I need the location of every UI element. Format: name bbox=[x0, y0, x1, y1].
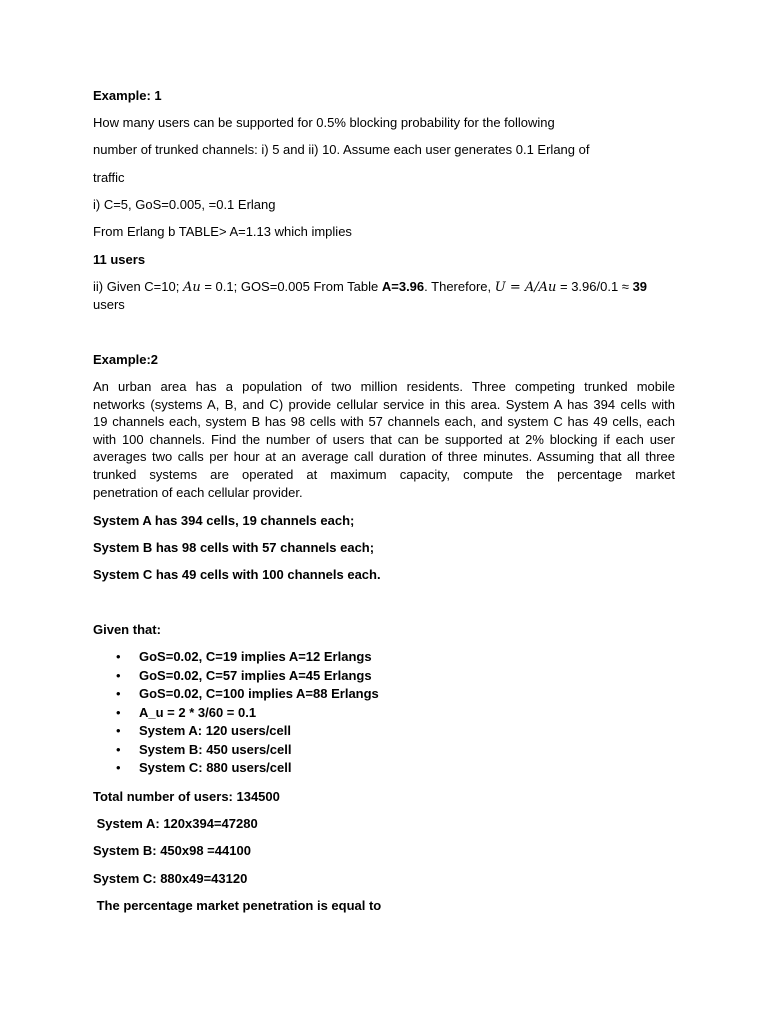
example1-heading: Example: 1 bbox=[93, 88, 162, 103]
part-ii-therefore: . Therefore, bbox=[424, 279, 495, 294]
example1-part-ii bbox=[93, 278, 647, 297]
bullet-icon: • bbox=[116, 704, 121, 720]
bullet-icon: • bbox=[116, 760, 121, 775]
part-ii-result: 39 bbox=[632, 279, 648, 294]
example1-question-line-2: number of trunked channels: i) 5 and ii) 10. Assume each user generates 0.1 Erlang of bbox=[93, 142, 590, 157]
example1-answer-i: 11 users bbox=[93, 252, 146, 267]
calc-system-c: System C: 880x49=43120 bbox=[93, 871, 248, 886]
list-item: • System A: 120 users/cell bbox=[93, 722, 493, 741]
problem-line: 19 channels each, system B has 98 cells with 57 channels each, and system C has 49 cells, each bbox=[93, 414, 675, 430]
calc-system-b: System B: 450x98 =44100 bbox=[93, 843, 251, 858]
problem-line: with 100 channels. Find the number of users that can be supported at 2% blocking if each user bbox=[93, 431, 675, 447]
list-item: • A_u = 2 * 3/60 = 0.1 bbox=[93, 704, 493, 723]
given-list bbox=[93, 648, 493, 778]
problem-line: networks (systems A, B, and C) provide cellular service in this area. System A has 394 cells with bbox=[93, 396, 675, 412]
bullet-icon: • bbox=[116, 686, 121, 701]
list-item: • GoS=0.02, C=100 implies A=88 Erlangs bbox=[93, 685, 493, 704]
part-ii-a-value: A=3.96 bbox=[381, 279, 425, 294]
penetration-statement: The percentage market penetration is equal to bbox=[93, 898, 382, 913]
system-a-summary: System A has 394 cells, 19 channels each; bbox=[93, 513, 355, 528]
total-users: Total number of users: 134500 bbox=[93, 789, 280, 804]
bullet-icon: • bbox=[116, 741, 121, 757]
example1-part-i-given: i) C=5, GoS=0.005, =0.1 Erlang bbox=[93, 197, 276, 212]
example1-table-lookup: From Erlang b TABLE> A=1.13 which implies bbox=[93, 224, 352, 239]
part-ii-au-symbol: Au bbox=[182, 280, 201, 295]
problem-line: averages two calls per hour at an average call duration of three minutes. Assuming that all three bbox=[93, 449, 675, 465]
bullet-icon: • bbox=[116, 667, 121, 683]
list-item: • GoS=0.02, C=57 implies A=45 Erlangs bbox=[93, 667, 493, 686]
part-ii-unit: users bbox=[93, 297, 125, 312]
part-ii-prefix: ii) Given C=10; bbox=[93, 279, 183, 294]
list-item: • GoS=0.02, C=19 implies A=12 Erlangs bbox=[93, 648, 493, 667]
bullet-icon: • bbox=[116, 649, 121, 664]
example1-question-line-1: How many users can be supported for 0.5% blocking probability for the following bbox=[93, 115, 555, 130]
example2-heading: Example:2 bbox=[93, 352, 159, 367]
given-heading: Given that: bbox=[93, 622, 161, 637]
example1-question-line-3: traffic bbox=[93, 170, 125, 185]
bullet-icon: • bbox=[116, 723, 121, 738]
list-item: • System B: 450 users/cell bbox=[93, 741, 493, 760]
example2-problem-paragraph bbox=[93, 378, 675, 501]
problem-line: trunked systems are operated at maximum capacity, compute the percentage market bbox=[93, 466, 675, 482]
part-ii-formula: U = A/Au bbox=[494, 280, 557, 295]
part-ii-middle: = 0.1; GOS=0.005 From Table bbox=[200, 279, 382, 294]
list-item: • System C: 880 users/cell bbox=[93, 759, 493, 778]
system-c-summary: System C has 49 cells with 100 channels each. bbox=[93, 567, 381, 582]
problem-line: penetration of each cellular provider. bbox=[93, 484, 303, 500]
system-b-summary: System B has 98 cells with 57 channels each; bbox=[93, 540, 375, 555]
calc-system-a: System A: 120x394=47280 bbox=[93, 816, 258, 831]
problem-line: An urban area has a population of two million residents. Three competing trunked mobile bbox=[93, 379, 675, 394]
part-ii-calc: = 3.96/0.1 ≈ bbox=[556, 279, 633, 294]
